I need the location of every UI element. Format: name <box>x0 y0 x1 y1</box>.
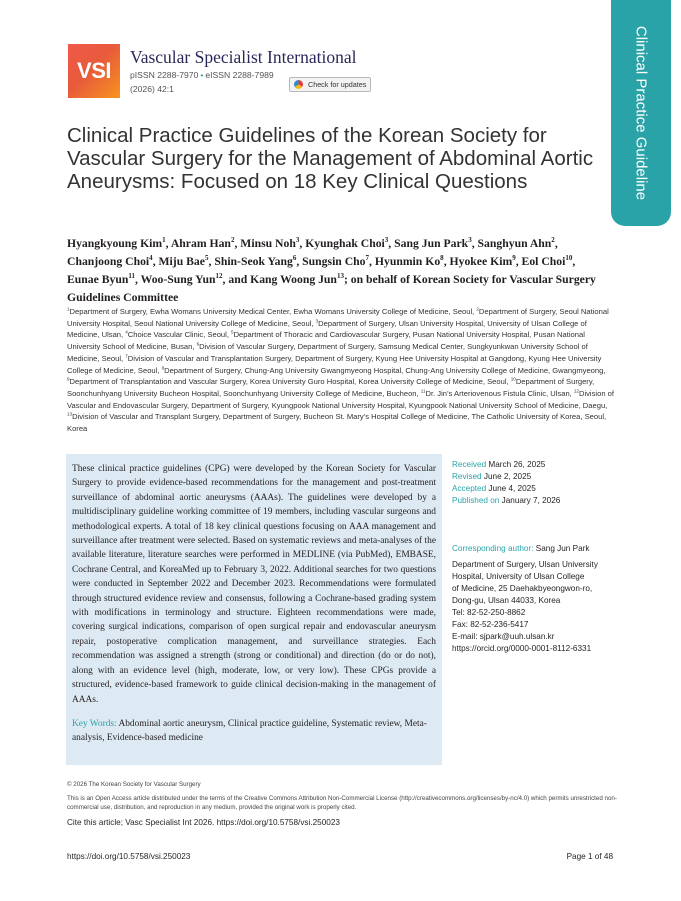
issn-line <box>130 70 274 80</box>
history-revised: Revised June 2, 2025 <box>452 471 532 481</box>
keywords <box>72 717 436 746</box>
keywords-label: Key Words: <box>72 718 117 729</box>
pissn: pISSN 2288-7970 <box>130 70 199 80</box>
copyright: © 2026 The Korean Society for Vascular Surgery <box>67 781 201 788</box>
history-published: Published on January 7, 2026 <box>452 495 561 505</box>
corr-fax: Fax: 82-52-236-5417 <box>452 620 529 629</box>
corresponding-author <box>452 543 622 655</box>
license-text: This is an Open Access article distributed under the terms of the Creative Commons Attribution Non-Commercial License (http://creativecommons.org/licenses/by-nc/4.0) which permits unrestricted non-commercial use, distribution, and reproduction in any medium, provided the original work is properly cited. <box>67 795 617 811</box>
corr-address-line: Hospital, University of Ulsan College <box>452 572 585 581</box>
corr-heading <box>452 543 622 555</box>
separator-dot: • <box>200 70 204 80</box>
corr-address <box>452 559 622 655</box>
check-updates-icon <box>294 80 303 89</box>
history-accepted: Accepted June 4, 2025 <box>452 483 536 493</box>
corr-orcid-link[interactable]: https://orcid.org/0000-0001-8112-6331 <box>452 644 592 653</box>
corr-label: Corresponding author: <box>452 544 534 553</box>
corr-address-line: Department of Surgery, Ulsan University <box>452 560 598 569</box>
check-updates-label: Check for updates <box>308 80 367 89</box>
corr-email[interactable]: E-mail: sjpark@uuh.ulsan.kr <box>452 632 555 641</box>
corr-tel: Tel: 82-52-250-8862 <box>452 608 526 617</box>
history-received: Received March 26, 2025 <box>452 460 546 469</box>
article-type-tab <box>611 0 671 226</box>
journal-logo: VSI <box>68 44 120 98</box>
article-history <box>452 459 560 507</box>
volume-info: (2026) 42:1 <box>130 84 174 94</box>
author-list: Hyangkyoung Kim$^1$, Ahram Han$^2$, Minsu Noh$^3$, Kyunghak Choi$^3$, Sang Jun Park$^3$, Sanghyun Ahn$^2$, Chanjoong Choi$^4$, Miju Bae$^5$, Shin-Seok Yang$^6$, Sungsin Cho$^7$, Hyunmin Ko$^8$, Hyokee Kim$^9$, Eol Choi$^{10}$, Eunae Byun$^{11}$, Woo-Sung Yun$^{12}$, and Kang Woong Jun$^{13}$; on behalf of Korean Society for Vascular Surgery Guidelines Committee <box>67 236 596 304</box>
check-for-updates-button[interactable] <box>289 77 371 92</box>
abstract-box <box>66 454 442 765</box>
corr-address-line: of Medicine, 25 Daehakbyeongwon-ro, <box>452 584 593 593</box>
journal-name: Vascular Specialist International <box>130 47 357 67</box>
footer-doi-link[interactable]: https://doi.org/10.5758/vsi.250023 <box>67 852 191 861</box>
corr-name: Sang Jun Park <box>535 544 590 553</box>
citation: Cite this article; Vasc Specialist Int 2026. https://doi.org/10.5758/vsi.250023 <box>67 818 340 827</box>
corr-address-line: Dong-gu, Ulsan 44033, Korea <box>452 596 561 605</box>
eissn: eISSN 2288-7989 <box>205 70 274 80</box>
article-title: Clinical Practice Guidelines of the Korean Society for Vascular Surgery for the Management of Abdominal Aortic Aneurysms: Focused on 18 Key Clinical Questions <box>67 124 594 193</box>
page-number: Page 1 of 48 <box>566 852 613 861</box>
keywords-text: Abdominal aortic aneurysm, Clinical practice guideline, Systematic review, Meta-analysis, Evidence-based medicine <box>72 718 427 744</box>
abstract-text: These clinical practice guidelines (CPG) were developed by the Korean Society for Vascular Surgery to provide evidence-based recommendations for the management and post-treatment surveillance of abdominal aortic aneurysms (AAAs). The guidelines were developed by a multidisciplinary guideline working committee of 19 members, including vascular surgeons and methodological experts. A total of 18 key clinical questions focusing on AAA management and surveillance after treatment were selected. Based on systematic reviews and meta-analyses of the available literature, literature searches were performed in MEDLINE (via PubMed), EMBASE, Cochrane Central, and KoreaMed up to February 3, 2022. Additional searches for two questions were conducted in September 2022 and December 2023. Recommendations were formulated through structured evidence review and consensus, following a Cochrane-based grading system with modifications in terminology and structure. Eighteen recommendations were made, covering surgical indications, comparison of open surgical repair and endovascular aneurysm repair, postoperative complication management, and surveillance strategies. Each recommendation was assigned a strength (strong or conditional) and direction (do or do not), along with an evidence level (high, moderate, low, or very low). These CPGs provide a structured, evidence-based framework to guide clinical decision-making in the management of AAAs. <box>72 464 436 705</box>
article-type-label: Clinical Practice Guideline <box>632 25 650 201</box>
affiliations: $^1$Department of Surgery, Ewha Womans University Medical Center, Ewha Womans University College of Medicine, Seoul, $^2$Department of Surgery, Seoul National University Hospital, Seoul National University College of Medicine, Seoul, $^3$Department of Surgery, Ulsan University Hospital, University of Ulsan College of Medicine, Ulsan, $^4$Choice Vascular Clinic, Seoul, $^5$Department of Thoracic and Cardiovascular Surgery, Pusan National University Hospital, Pusan National University School of Medicine, Busan, $^6$Division of Vascular Surgery, Department of Surgery, Samsung Medical Center, Sungkyunkwan University School of Medicine, Seoul, $^7$Division of Vascular and Transplantation Surgery, Department of Surgery, Kyung Hee University Hospital at Gangdong, Kyung Hee University College of Medicine, Seoul, $^8$Department of Surgery, Chung-Ang University Gwangmyeong Hospital, Chung-Ang University College of Medicine, Gwangmyeong, $^9$Department of Transplantation and Vascular Surgery, Korea University Guro Hospital, Korea University College of Medicine, Seoul, $^{10}$Department of Surgery, Soonchunhyang University Bucheon Hospital, Soonchunhyang University College of Medicine, Bucheon, $^{11}$Dr. Jin’s Arteriovenous Fistula Clinic, Ulsan, $^{12}$Division of Vascular and Endovascular Surgery, Department of Surgery, Kyungpook National University Hospital, Kyungpook National University School of Medicine, Daegu, $^{13}$Division of Vascular and Transplant Surgery, Department of Surgery, Bucheon St. Mary’s Hospital College of Medicine, The Catholic University of Korea, Seoul, Korea <box>67 306 614 434</box>
